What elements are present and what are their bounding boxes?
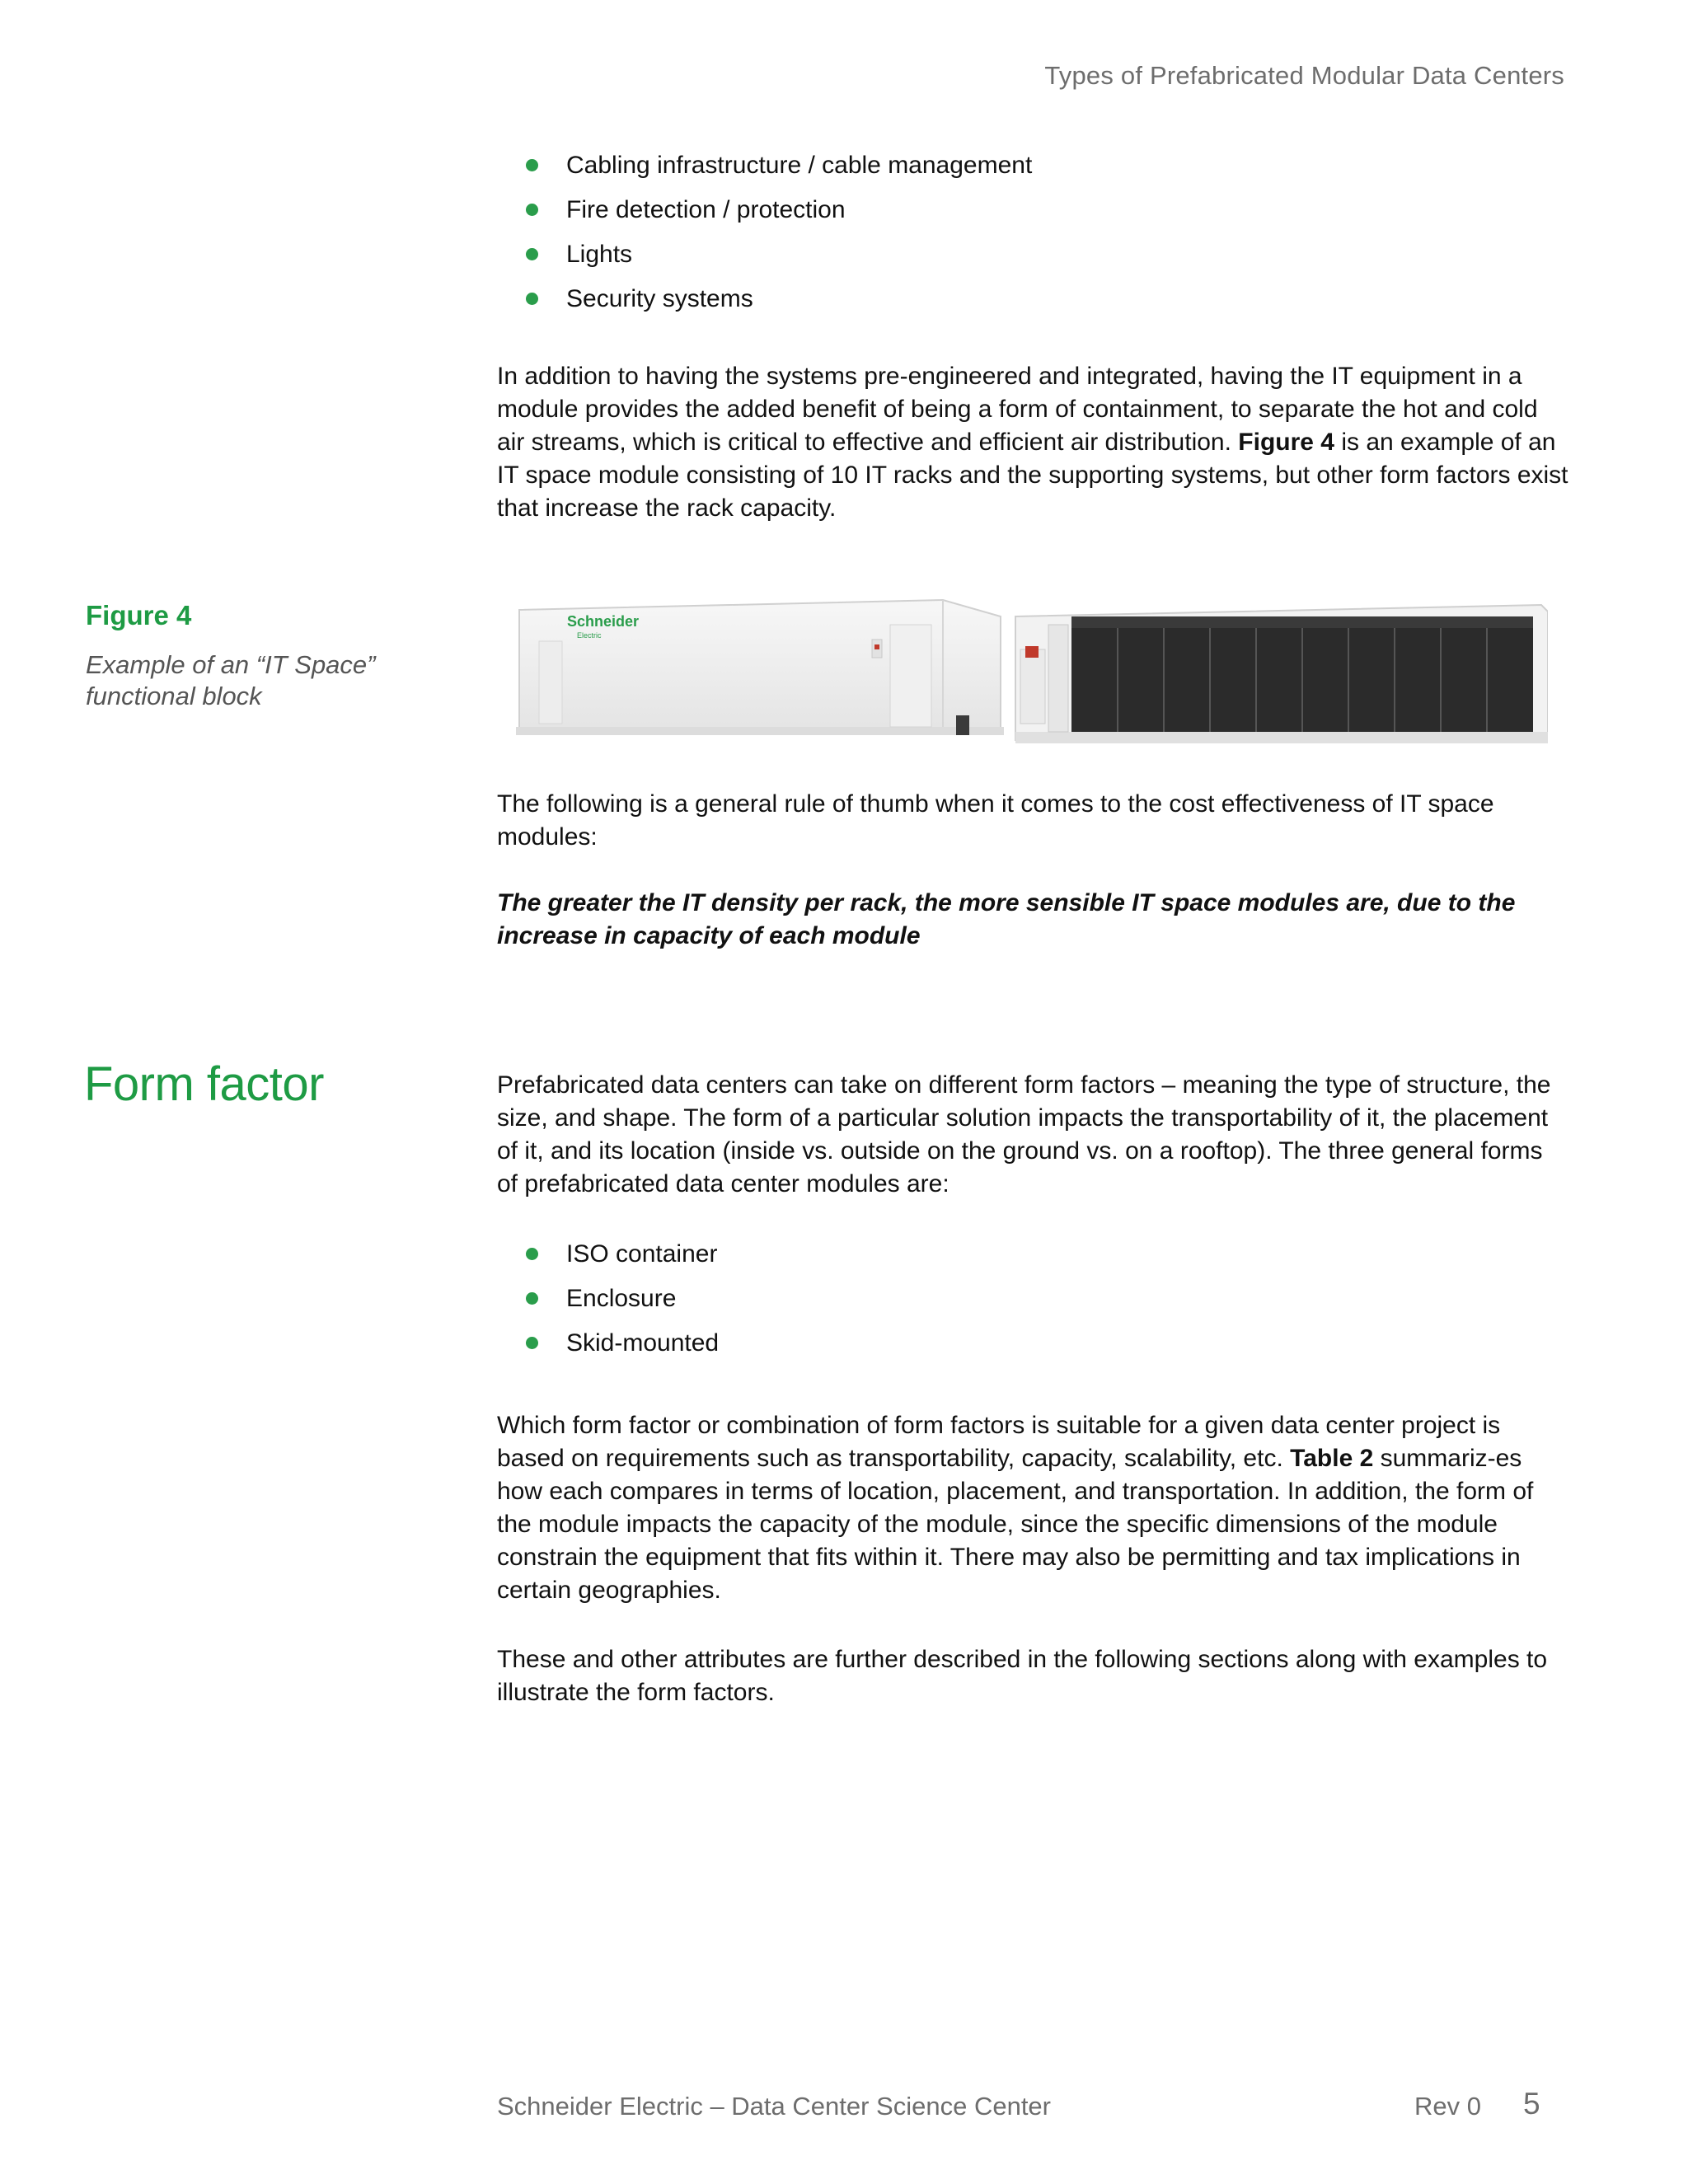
list-item: Cabling infrastructure / cable management xyxy=(497,149,1568,194)
figure-caption: Example of an “IT Space” functional block xyxy=(86,650,376,710)
it-space-module-illustration xyxy=(511,592,1548,757)
figure-reference: Figure 4 xyxy=(1238,429,1334,456)
intro-paragraph: In addition to having the systems pre-engineered and integrated, having the IT equipment in a module provides the added benefit of being a form of containment, to separate the hot and cold air streams, which is critical to effective and efficient air distribution. Figure 4 is an example of an IT space module consisting of 10 IT racks and the supporting systems, but other form factors exist that increase the rack capacity. xyxy=(497,363,1568,522)
figure-label: Figure 4 xyxy=(86,600,192,630)
list-item: ISO container xyxy=(497,1238,1568,1282)
open-module xyxy=(1015,605,1548,743)
rule-intro-paragraph: The following is a general rule of thumb when it comes to the cost effectiveness of IT space modules: xyxy=(497,790,1494,851)
figure-image xyxy=(511,592,1548,757)
list-item: Security systems xyxy=(497,283,1568,327)
form-factor-bullet-list xyxy=(497,1238,1568,1371)
closing-paragraph: These and other attributes are further described in the following sections along with examples to illustrate the form factors. xyxy=(497,1646,1548,1706)
module-logo: Schneider xyxy=(567,613,640,630)
figure-label-block xyxy=(86,600,415,712)
form-factor-paragraph: Prefabricated data centers can take on different form factors – meaning the type of structure, the size, and shape. The form of a particular solution impacts the transportability of it, the placement of it, and its location (inside vs. outside on the ground vs. on a rooftop). The three general forms of prefabricated data center modules are: xyxy=(497,1071,1551,1197)
running-header: Types of Prefabricated Modular Data Centers xyxy=(1044,61,1564,90)
bullet-icon xyxy=(526,1337,538,1349)
bullet-icon xyxy=(526,1292,538,1305)
rule-statement: The greater the IT density per rack, the more sensible IT space modules are, due to the increase in capacity of each module xyxy=(497,889,1516,949)
footer-source: Schneider Electric – Data Center Science Center xyxy=(497,2092,1051,2121)
bullet-icon xyxy=(526,204,538,216)
page-number: 5 xyxy=(1523,2087,1540,2121)
bullet-icon xyxy=(526,293,538,305)
module-logo-sub: Electric xyxy=(577,631,602,640)
list-item: Skid-mounted xyxy=(497,1327,1568,1371)
table-reference: Table 2 xyxy=(1290,1445,1374,1472)
section-heading: Form factor xyxy=(84,1057,324,1111)
closed-module xyxy=(516,600,1004,735)
bullet-icon xyxy=(526,159,538,171)
footer-revision: Rev 0 xyxy=(1414,2092,1481,2121)
list-item: Fire detection / protection xyxy=(497,194,1568,238)
form-factor-selection-paragraph: Which form factor or combination of form factors is suitable for a given data center project is based on requirements such as transportability, capacity, scalability, etc. Table 2 summariz-es how each compares in terms of location, placement, and transportation. In addition, the form of the module impacts the capacity of the module, since the specific dimensions of the module constrain the equipment that fits within it. There may also be permitting and tax implications in certain geographies. xyxy=(497,1412,1534,1604)
top-bullet-list xyxy=(497,149,1568,327)
bullet-icon xyxy=(526,248,538,260)
bullet-icon xyxy=(526,1248,538,1260)
list-item: Lights xyxy=(497,238,1568,283)
list-item: Enclosure xyxy=(497,1282,1568,1327)
